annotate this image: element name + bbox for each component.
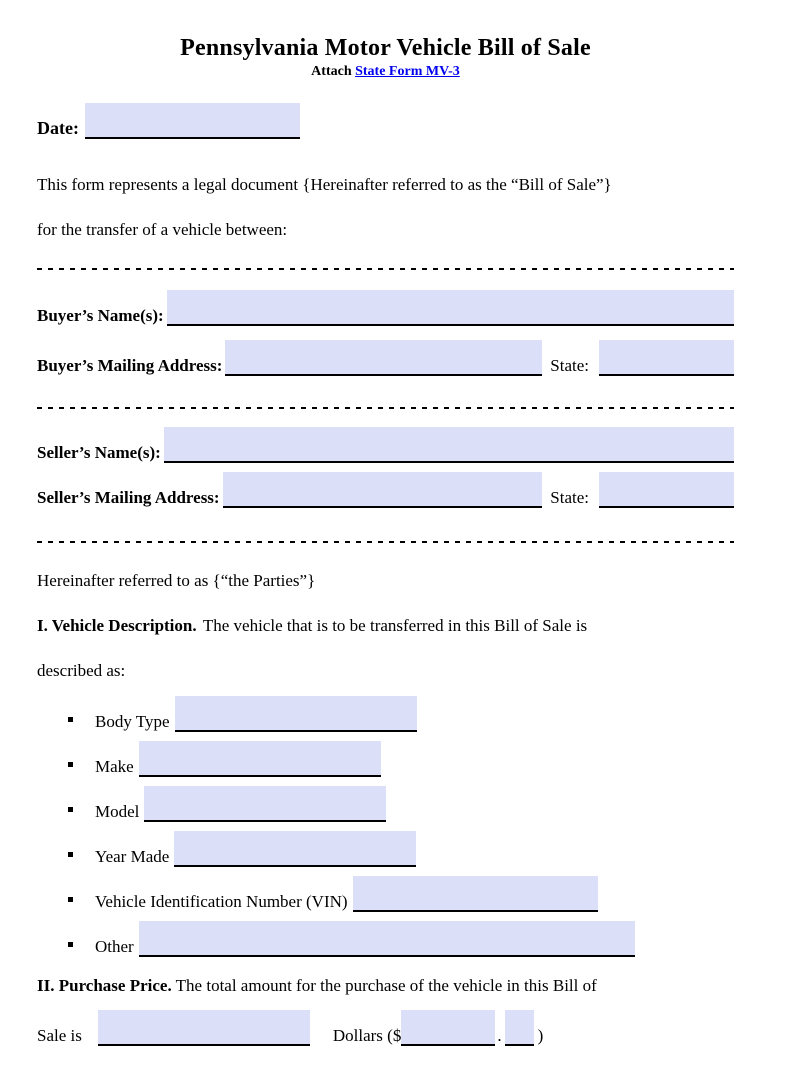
seller-name-field[interactable] (164, 427, 734, 463)
seller-name-row (37, 421, 734, 463)
body-type-label: Body Type (95, 712, 170, 731)
vehicle-detail-row (37, 867, 734, 912)
vehicle-detail-row (37, 777, 734, 822)
purchase-price-row (37, 1000, 734, 1046)
vin-field[interactable] (353, 876, 598, 912)
vehicle-detail-list (37, 687, 734, 957)
purchase-amount-field[interactable] (98, 1010, 310, 1046)
seller-address-label: Seller’s Mailing Address: (37, 488, 220, 507)
purchase-cents-field[interactable] (505, 1010, 534, 1046)
date-label: Date: (37, 118, 79, 138)
date-row (37, 93, 734, 139)
bullet-icon (68, 852, 73, 857)
attach-prefix: Attach (311, 64, 356, 79)
purchase-dollars-field[interactable] (401, 1010, 495, 1046)
document-title: Pennsylvania Motor Vehicle Bill of Sale (180, 35, 591, 61)
vehicle-detail-row (37, 687, 734, 732)
attach-instruction (37, 63, 734, 81)
dashed-divider (37, 541, 734, 543)
buyer-state-field[interactable] (599, 340, 734, 376)
decimal-point: . (497, 1026, 502, 1045)
buyer-name-label: Buyer’s Name(s): (37, 306, 164, 325)
close-paren: ) (537, 1026, 544, 1045)
vehicle-detail-row (37, 732, 734, 777)
purchase-heading-rest: The total amount for the purchase of the vehicle in this Bill of (171, 976, 597, 995)
vehicle-detail-row (37, 912, 734, 957)
other-field[interactable] (139, 921, 635, 957)
year-made-label: Year Made (95, 847, 170, 866)
vehicle-heading-rest: The vehicle that is to be transferred in this Bill of Sale is (202, 616, 588, 635)
buyer-address-field[interactable] (225, 340, 542, 376)
dashed-divider (37, 407, 734, 409)
buyer-name-field[interactable] (167, 290, 734, 326)
seller-name-label: Seller’s Name(s): (37, 443, 161, 462)
vehicle-section-heading (37, 616, 734, 636)
purchase-section-heading (37, 976, 734, 996)
bullet-icon (68, 897, 73, 902)
state-form-mv3-link[interactable]: State Form MV-3 (355, 64, 460, 79)
bullet-icon (68, 762, 73, 767)
dashed-divider (37, 268, 734, 270)
dollars-label: Dollars ($ (332, 1026, 402, 1045)
purchase-heading-bold: II. Purchase Price. (37, 976, 172, 995)
make-field[interactable] (139, 741, 381, 777)
model-field[interactable] (144, 786, 386, 822)
bullet-icon (68, 717, 73, 722)
other-label: Other (95, 937, 134, 956)
vehicle-heading-bold: I. Vehicle Description. (37, 616, 197, 635)
seller-address-field[interactable] (223, 472, 543, 508)
model-label: Model (95, 802, 140, 821)
vin-label: Vehicle Identification Number (VIN) (95, 892, 348, 911)
seller-state-label: State: (550, 488, 589, 507)
buyer-address-label: Buyer’s Mailing Address: (37, 356, 223, 375)
seller-state-field[interactable] (599, 472, 734, 508)
make-label: Make (95, 757, 134, 776)
year-made-field[interactable] (174, 831, 416, 867)
intro-line-1: This form represents a legal document {Hereinafter referred to as the “Bill of Sale”} (37, 175, 612, 194)
bullet-icon (68, 942, 73, 947)
vehicle-detail-row (37, 822, 734, 867)
seller-address-row (37, 468, 734, 508)
buyer-state-label: State: (550, 356, 589, 375)
intro-line-2: for the transfer of a vehicle between: (37, 220, 288, 239)
buyer-name-row (37, 284, 734, 326)
parties-line: Hereinafter referred to as {“the Parties”} (37, 571, 316, 590)
bullet-icon (68, 807, 73, 812)
date-field[interactable] (85, 103, 300, 139)
buyer-address-row (37, 336, 734, 376)
sale-is-label: Sale is (37, 1026, 82, 1045)
body-type-field[interactable] (175, 696, 417, 732)
described-as-line: described as: (37, 661, 126, 680)
